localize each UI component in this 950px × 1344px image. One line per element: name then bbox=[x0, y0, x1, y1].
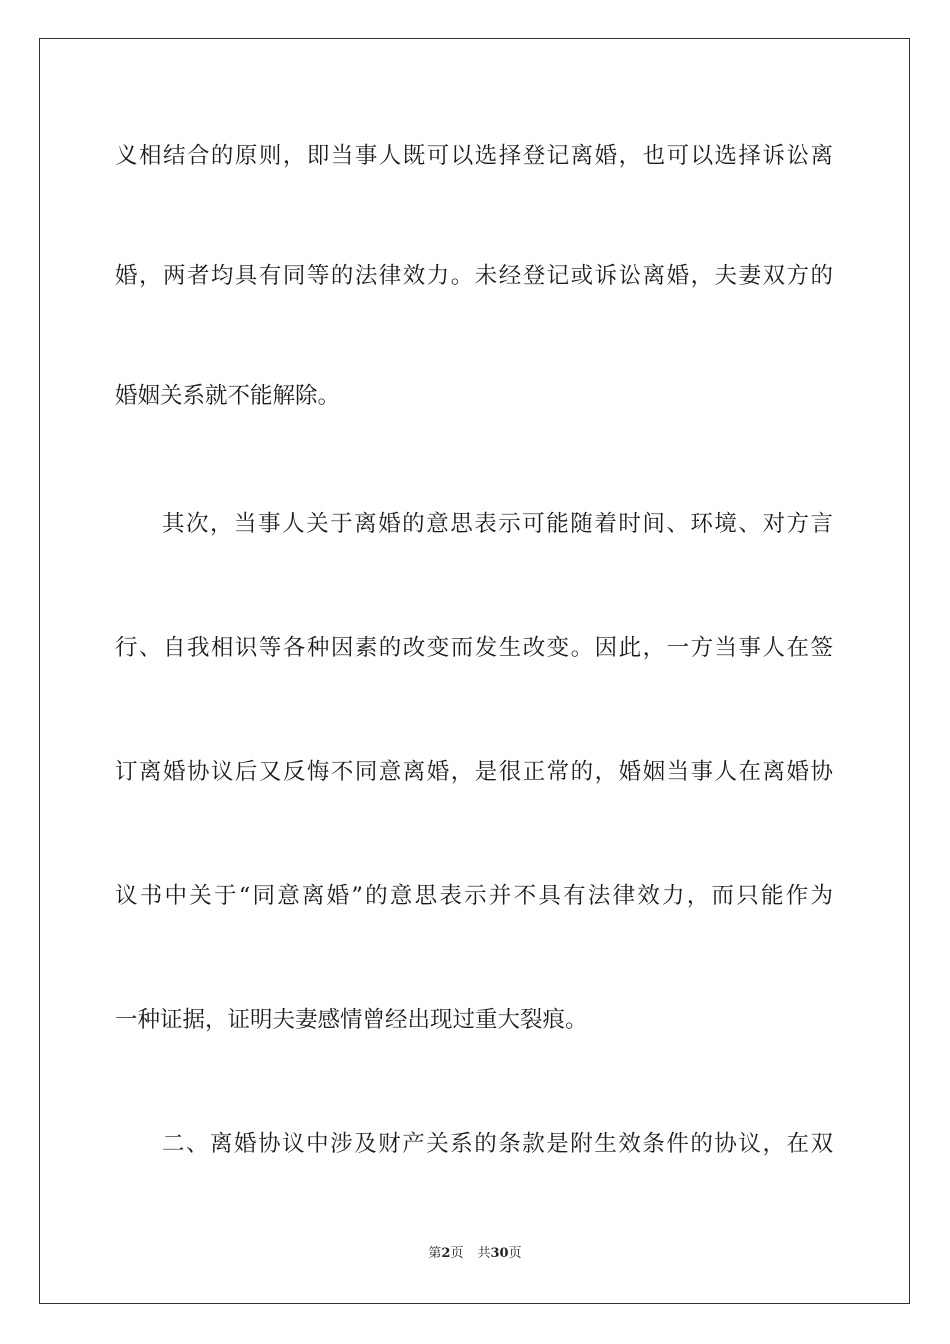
paragraph-3-line-1-text: 二、离婚协议中涉及财产关系的条款是附生效条件的协议，在双 bbox=[162, 1131, 833, 1157]
footer-page-number: 2 bbox=[441, 1246, 451, 1261]
paragraph-2-line-1-text: 其次，当事人关于离婚的意思表示可能随着时间、环境、对方言 bbox=[162, 511, 833, 537]
paragraph-3-line-1 bbox=[115, 1129, 833, 1159]
paragraph-2-line-3: 订离婚协议后又反悔不同意离婚，是很正常的，婚姻当事人在离婚协 bbox=[115, 759, 833, 785]
paragraph-2-line-5: 一种证据，证明夫妻感情曾经出现过重大裂痕。 bbox=[115, 1007, 588, 1033]
paragraph-2-line-1 bbox=[115, 509, 833, 539]
footer-total-suffix: 页 bbox=[508, 1246, 522, 1261]
paragraph-2-line-2: 行、自我相识等各种因素的改变而发生改变。因此，一方当事人在签 bbox=[115, 635, 833, 661]
body-line-1: 义相结合的原则，即当事人既可以选择登记离婚，也可以选择诉讼离 bbox=[115, 143, 833, 169]
footer-total-pages: 30 bbox=[490, 1246, 509, 1261]
footer-page-suffix: 页 bbox=[450, 1246, 464, 1261]
body-line-2: 婚，两者均具有同等的法律效力。未经登记或诉讼离婚，夫妻双方的 bbox=[115, 263, 833, 289]
paragraph-2-line-4: 议书中关于“同意离婚”的意思表示并不具有法律效力，而只能作为 bbox=[115, 883, 833, 909]
footer-total-prefix: 共 bbox=[477, 1246, 491, 1261]
page-frame bbox=[39, 38, 910, 1304]
body-line-3: 婚姻关系就不能解除。 bbox=[115, 383, 341, 409]
footer-page-prefix: 第 bbox=[428, 1246, 442, 1261]
page-footer bbox=[0, 1245, 950, 1263]
